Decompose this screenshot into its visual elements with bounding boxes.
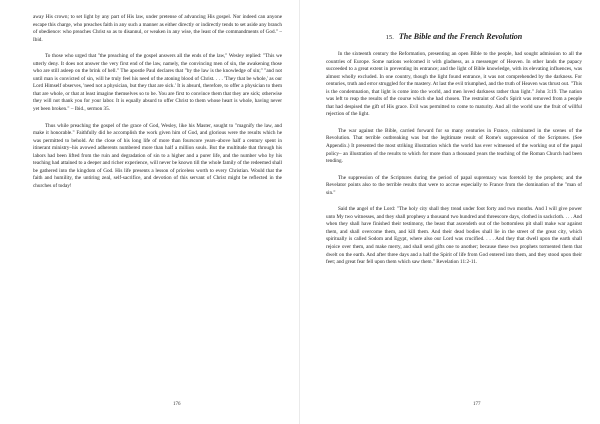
left-page-number: 176 bbox=[173, 402, 181, 407]
chapter-heading bbox=[326, 32, 582, 43]
right-paragraph-2: The war against the Bible, carried forward for so many centuries in France, culminated in the scenes of the Revolution. That terrible outbreaking was but the legitimate result of Rome's suppression of the Scriptures. (See Appendix.) It presented the most striking illustration which the world has ever witnessed of the working out of the papal policy– an illustration of the results to which for more than a thousand years the teaching of the Roman Church had been tending. bbox=[326, 127, 582, 165]
right-paragraph-4: Said the angel of the Lord: "The holy city shall they tread under foot forty and two months. And I will give power unto My two witnesses, and they shall prophesy a thousand two hundred and threescore days, clothed in sackcloth. . . . And when they shall have finished their testimony, the beast that ascendeth out of the bottomless pit shall make war against them, and shall overcome them, and kill them. And their dead bodies shall lie in the street of the great city, which spiritually is called Sodom and Egypt, where also our Lord was crucified. . . . And they that dwell upon the earth shall rejoice over them, and make merry, and shall send gifts one to another; because these two prophets tormented them that dwelt on the earth. And after three days and a half the Spirit of life from God entered into them, and they stood upon their feet; and great fear fell upon them which saw them." Revelation 11:2-11. bbox=[326, 206, 583, 266]
left-paragraph-3: Thus while preaching the gospel of the grace of God, Wesley, like his Master, sought to "magnify the law, and make it honorable." Faithfully did he accomplish the work given him of God, and glorious were the results which he was permitted to behold. At the close of his long life of more than fourscore years–above half a century spent in itinerant ministry–his avowed adherents numbered more than half a million souls. But the multitude that through his labors had been lifted from the ruin and degradation of sin to a higher and a purer life, and the number who by his teaching had attained to a deeper and richer experience, will never be known till the whole family of the redeemed shall be gathered into the kingdom of God. His life presents a lesson of priceless worth to every Christian. Would that the faith and humility, the untiring zeal, self-sacrifice, and devotion of this servant of Christ might be reflected in the churches of today! bbox=[33, 122, 282, 189]
chapter-number: 15. bbox=[385, 34, 394, 41]
left-paragraph-1: away His crown; to set light by any part of His law, under pretense of advancing His gospel. Nor indeed can anyone escape this charge, who preaches faith in any such a manner as either directly or indirectly tends to set aside any branch of obedience: who preaches Christ so as to disannul, or weaken in any wise, the least of the commandments of God." – Ibid. bbox=[33, 14, 282, 43]
chapter-title: The Bible and the French Revolution bbox=[398, 32, 523, 41]
right-page-number: 177 bbox=[473, 402, 481, 407]
right-paragraph-3: The suppression of the Scriptures during the period of papal supremacy was foretold by the prophets; and the Revelator points also to the terrible results that were to accrue especially to France from the domination of the "man of sin." bbox=[326, 174, 582, 196]
left-paragraph-2: To those who urged that "the preaching of the gospel answers all the ends of the law," Wesley replied: "This we utterly deny. It does not answer the very first end of the law, namely, the convincing men of sin, the awakening those who are still asleep on the brink of hell." The apostle Paul declares that "by the law is the knowledge of sin;" "and not until man is convicted of sin, will he truly feel his need of the atoning blood of Christ. . . . 'They that be whole,' as our Lord Himself observes, 'need not a physician, but they that are sick.' It is absurd, therefore, to offer a physician to them that are whole, or that at least imagine themselves so to be. You are first to convince them that they are sick; otherwise they will not thank you for your labor. It is equally absurd to offer Christ to them whose heart is whole, having never yet been broken." – Ibid., sermon 35. bbox=[33, 53, 282, 113]
right-paragraph-1: In the sixteenth century the Reformation, presenting an open Bible to the people, had sought admission to all the countries of Europe. Some nations welcomed it with gladness, as a messenger of Heaven. In other lands the papacy succeeded to a great extent in preventing its entrance; and the light of Bible knowledge, with its elevating influences, was almost wholly excluded. In one country, though the light found entrance, it was not comprehended by the darkness. For centuries, truth and error struggled for the mastery. At last the evil triumphed, and the truth of Heaven was thrust out. "This is the condemnation, that light is come into the world, and men loved darkness rather than light." John 3:19. The nation was left to reap the results of the course which she had chosen. The restraint of God's Spirit was removed from a people that had despised the gift of His grace. Evil was permitted to come to maturity. And all the world saw the fruit of willful rejection of the light. bbox=[326, 51, 582, 118]
right-page bbox=[300, 0, 600, 424]
